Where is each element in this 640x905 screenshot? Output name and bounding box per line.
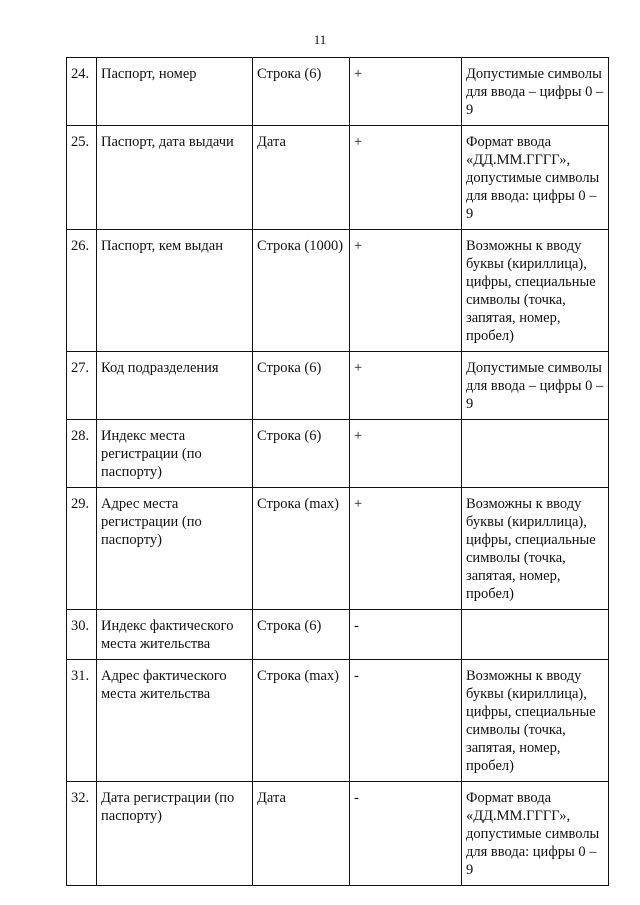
row-number: 31. (67, 660, 97, 782)
field-name: Адрес места регистрации (по паспорту) (97, 488, 253, 610)
field-note: Формат ввода «ДД.ММ.ГГГГ», допустимые символы для ввода: цифры 0 – 9 (462, 782, 609, 886)
field-note: Допустимые символы для ввода – цифры 0 – 9 (462, 352, 609, 420)
field-note: Допустимые символы для ввода – цифры 0 – 9 (462, 58, 609, 126)
row-number: 24. (67, 58, 97, 126)
field-name: Паспорт, кем выдан (97, 230, 253, 352)
field-name: Индекс фактического места жительства (97, 610, 253, 660)
field-name: Код подразделения (97, 352, 253, 420)
field-note: Возможны к вводу буквы (кириллица), цифры, специальные символы (точка, запятая, номер, пробел) (462, 660, 609, 782)
required-flag: - (350, 782, 462, 886)
row-number: 30. (67, 610, 97, 660)
table-row (67, 488, 609, 610)
row-number: 32. (67, 782, 97, 886)
row-number: 26. (67, 230, 97, 352)
field-name: Паспорт, номер (97, 58, 253, 126)
field-type: Строка (6) (253, 58, 350, 126)
table-row (67, 126, 609, 230)
field-name: Паспорт, дата выдачи (97, 126, 253, 230)
table-row (67, 610, 609, 660)
field-note: Возможны к вводу буквы (кириллица), цифры, специальные символы (точка, запятая, номер, пробел) (462, 488, 609, 610)
required-flag: + (350, 58, 462, 126)
required-flag: - (350, 660, 462, 782)
table-row (67, 352, 609, 420)
required-flag: + (350, 352, 462, 420)
field-type: Строка (max) (253, 660, 350, 782)
field-name: Индекс места регистрации (по паспорту) (97, 420, 253, 488)
fields-table (66, 57, 609, 886)
field-type: Строка (6) (253, 352, 350, 420)
required-flag: - (350, 610, 462, 660)
row-number: 25. (67, 126, 97, 230)
field-type: Строка (max) (253, 488, 350, 610)
required-flag: + (350, 230, 462, 352)
row-number: 28. (67, 420, 97, 488)
field-note (462, 610, 609, 660)
field-type: Строка (1000) (253, 230, 350, 352)
field-type: Дата (253, 782, 350, 886)
field-note (462, 420, 609, 488)
table-body (67, 58, 609, 886)
page-number: 11 (313, 32, 327, 47)
field-note: Формат ввода «ДД.ММ.ГГГГ», допустимые символы для ввода: цифры 0 – 9 (462, 126, 609, 230)
field-type: Строка (6) (253, 420, 350, 488)
field-name: Дата регистрации (по паспорту) (97, 782, 253, 886)
required-flag: + (350, 488, 462, 610)
field-name: Адрес фактического места жительства (97, 660, 253, 782)
required-flag: + (350, 126, 462, 230)
table-row (67, 58, 609, 126)
field-type: Дата (253, 126, 350, 230)
table-row (67, 782, 609, 886)
required-flag: + (350, 420, 462, 488)
row-number: 27. (67, 352, 97, 420)
table-row (67, 660, 609, 782)
row-number: 29. (67, 488, 97, 610)
field-type: Строка (6) (253, 610, 350, 660)
table-row (67, 230, 609, 352)
field-note: Возможны к вводу буквы (кириллица), цифры, специальные символы (точка, запятая, номер, пробел) (462, 230, 609, 352)
table-row (67, 420, 609, 488)
